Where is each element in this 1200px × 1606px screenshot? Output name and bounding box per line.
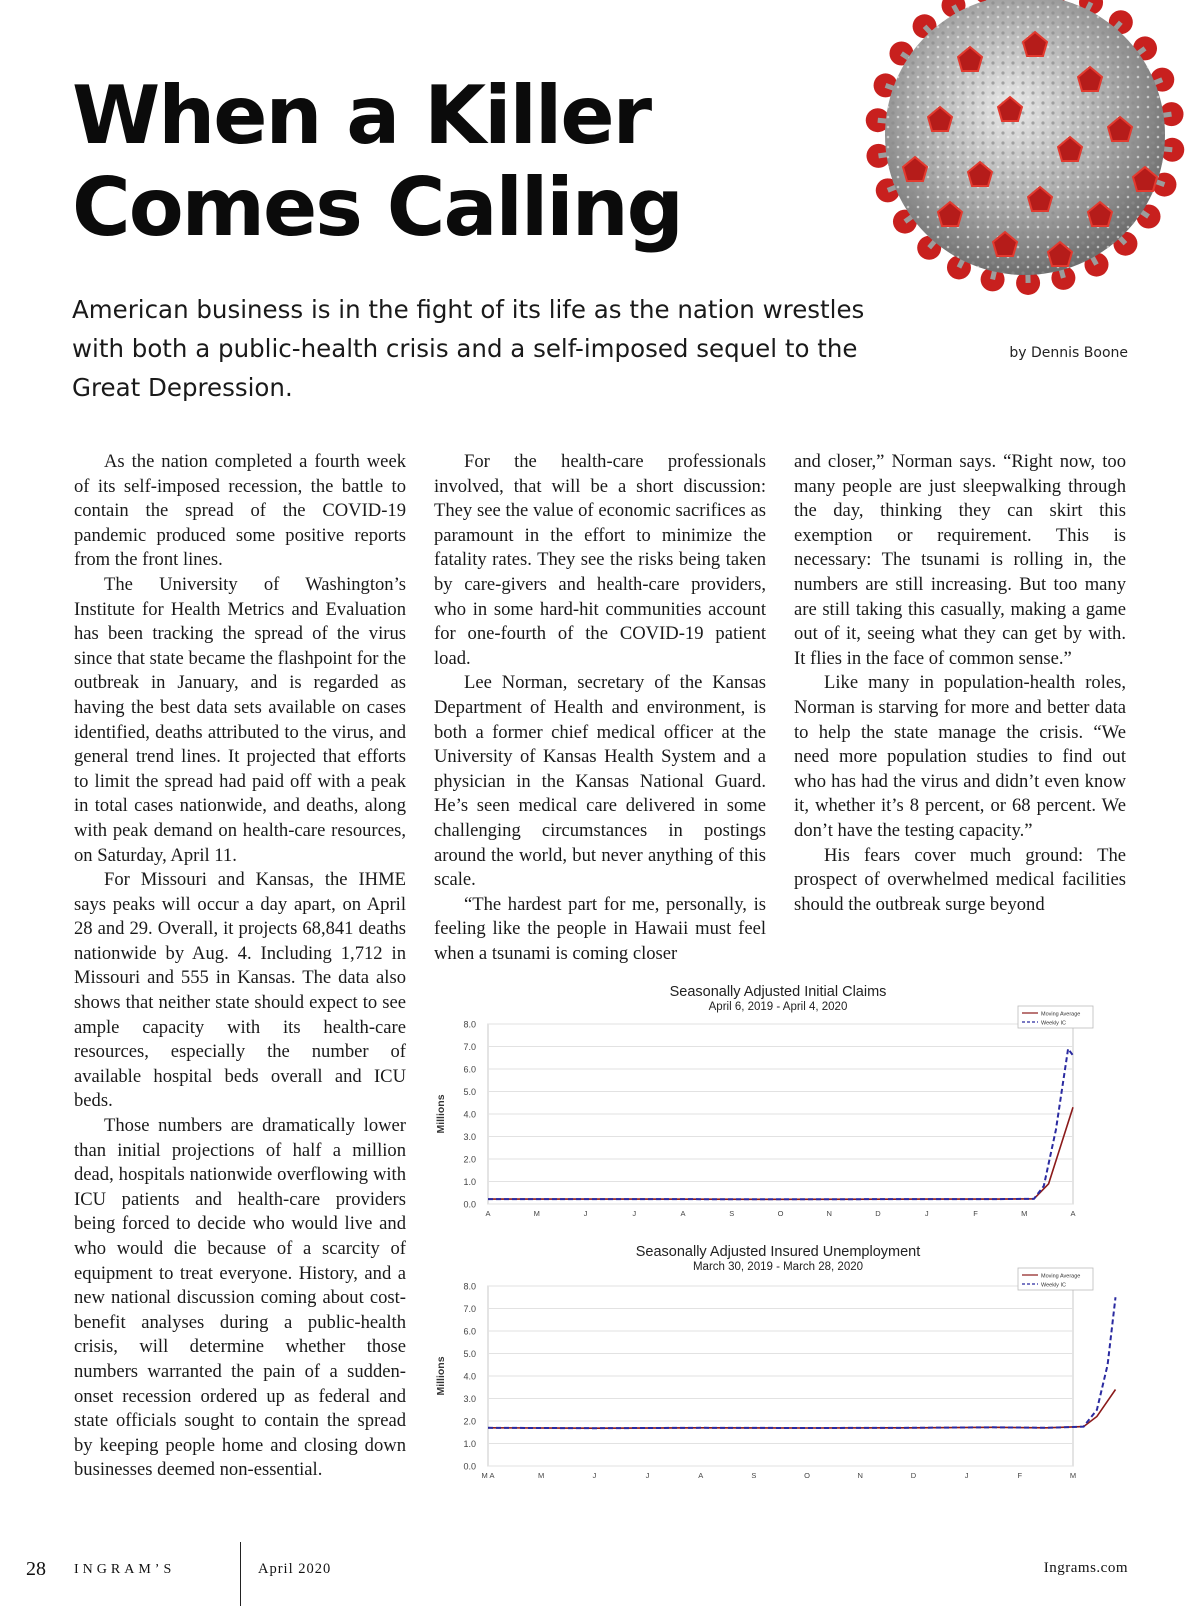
x-tick-label: D bbox=[910, 1471, 917, 1480]
paragraph: For the health-care professionals involved, that will be a short discussion: They see the value of economic sacrifices as paramount in the effort to minimize the fatality rates. They see the risks being taken by care-givers and health-care providers, who in some hard-hit communities account for one-fourth of the COVID-19 patient load. bbox=[434, 451, 766, 669]
x-tick-label: J bbox=[632, 1209, 637, 1218]
article-column-3 bbox=[794, 450, 1126, 917]
series-line-moving-average bbox=[488, 1107, 1073, 1199]
x-tick-label: A bbox=[680, 1209, 686, 1218]
x-tick-label: N bbox=[857, 1471, 863, 1480]
paragraph: Lee Norman, secretary of the Kansas Department of Health and environment, is both a former chief medical officer at the University of Kansas Health System and a physician in the Kansas National Guard. He’s seen medical care delivered in some challenging circumstances in postings around the world, but never anything of this scale. bbox=[434, 672, 766, 891]
x-tick-label: A bbox=[698, 1471, 704, 1480]
y-axis-label: Millions bbox=[435, 1356, 447, 1396]
paragraph: and closer,” Norman says. “Right now, too many people are just sleepwalking through the day, thinking they can skirt this exemption or requirement. This is necessary: The tsunami is rolling in, the numbers are still increasing. But too many are still taking this casually, making a game out of it, seeing what they can get by with. It flies in the face of common sense.” bbox=[794, 451, 1126, 669]
y-tick-label: 7.0 bbox=[463, 1304, 476, 1314]
y-tick-label: 8.0 bbox=[463, 1281, 476, 1292]
paragraph: “The hardest part for me, personally, is feeling like the people in Hawaii must feel when a tsunami is coming closer bbox=[434, 893, 766, 964]
y-tick-label: 4.0 bbox=[463, 1109, 476, 1120]
x-tick-label: M bbox=[533, 1209, 540, 1218]
x-tick-label: J bbox=[924, 1209, 929, 1218]
x-tick-label: J bbox=[645, 1471, 650, 1480]
x-tick-label: M A bbox=[481, 1471, 495, 1480]
x-tick-label: F bbox=[1017, 1471, 1023, 1480]
y-tick-label: 1.0 bbox=[463, 1439, 476, 1449]
y-tick-label: 8.0 bbox=[463, 1019, 476, 1030]
headline-line-1: When a Killer bbox=[72, 69, 651, 162]
insured-unemployment-chart bbox=[435, 1244, 1098, 1512]
headline-line-2: Comes Calling bbox=[72, 161, 682, 254]
footer-divider bbox=[240, 1542, 241, 1606]
page-footer bbox=[0, 1548, 1200, 1606]
issue-date: April 2020 bbox=[258, 1561, 332, 1577]
y-tick-label: 4.0 bbox=[463, 1371, 476, 1382]
x-tick-label: M bbox=[1069, 1471, 1077, 1480]
series-line-weekly-ic bbox=[488, 1297, 1116, 1428]
website: Ingrams.com bbox=[1043, 1560, 1128, 1576]
y-tick-label: 6.0 bbox=[463, 1326, 476, 1337]
paragraph: As the nation completed a fourth week of its self-imposed recession, the battle to contain the spread of the COVID-19 pandemic produced some positive reports from the front lines. bbox=[74, 451, 406, 571]
y-tick-label: 2.0 bbox=[463, 1154, 476, 1165]
paragraph: Like many in population-health roles, Norman is starving for more and better data to help the state manage the crisis. “We need more population studies to find out who has had the virus and didn’t even know it, whether it’s 8 percent, or 68 percent. We don’t have the testing capacity.” bbox=[794, 672, 1126, 841]
magazine-name: INGRAM’S bbox=[74, 1562, 176, 1577]
y-tick-label: 1.0 bbox=[463, 1177, 476, 1187]
chart-subtitle: March 30, 2019 - March 28, 2020 bbox=[692, 1261, 864, 1273]
x-tick-label: M bbox=[1021, 1209, 1028, 1218]
article-column-2 bbox=[434, 450, 766, 966]
x-tick-label: M bbox=[538, 1471, 545, 1480]
paragraph: The University of Washington’s Institute for Health Metrics and Evaluation has been tracking the spread of the virus since that state became the flashpoint for the outbreak in January, and is regarded as having the best data sets available on cases identified, deaths attributed to the virus, and general trend lines. It projected that efforts to limit the spread had paid off with a peak in total cases nationwide, and deaths, along with peak demand on health-care resources, on Saturday, April 11. bbox=[74, 573, 406, 866]
coronavirus-illustration bbox=[820, 0, 1200, 330]
initial-claims-chart bbox=[435, 984, 1098, 1250]
series-line-moving-average bbox=[488, 1390, 1116, 1429]
x-tick-label: S bbox=[729, 1209, 735, 1218]
legend-entry: Moving Average bbox=[1041, 1273, 1081, 1280]
headline bbox=[72, 70, 682, 254]
chart-title: Seasonally Adjusted Initial Claims bbox=[669, 984, 887, 1000]
legend-entry: Weekly IC bbox=[1041, 1020, 1066, 1027]
x-tick-label: N bbox=[826, 1209, 832, 1218]
chart-subtitle: April 6, 2019 - April 4, 2020 bbox=[708, 1001, 848, 1013]
y-axis-label: Millions bbox=[435, 1094, 447, 1134]
x-tick-label: O bbox=[804, 1471, 811, 1480]
paragraph: For Missouri and Kansas, the IHME says peaks will occur a day apart, on April 28 and 29. Overall, it projects 68,841 deaths nationwide by Aug. 4. Including 1,712 in Missouri and 555 in Kansas. The data also shows that neither state should expect to see ample capacity with its health-care resources, especially the number of available hospital beds overall and ICU beds. bbox=[74, 869, 406, 1112]
y-tick-label: 0.0 bbox=[463, 1199, 476, 1210]
page-number: 28 bbox=[26, 1558, 46, 1580]
x-tick-label: J bbox=[964, 1471, 969, 1480]
y-tick-label: 0.0 bbox=[463, 1461, 476, 1472]
y-tick-label: 5.0 bbox=[463, 1087, 476, 1097]
y-tick-label: 3.0 bbox=[463, 1394, 476, 1404]
x-tick-label: D bbox=[875, 1209, 881, 1218]
x-tick-label: F bbox=[973, 1209, 978, 1218]
x-tick-label: S bbox=[751, 1471, 757, 1480]
x-tick-label: J bbox=[583, 1209, 588, 1218]
paragraph: Those numbers are dramatically lower than initial projections of half a million dead, hospitals nationwide overflowing with ICU patients and health-care providers being forced to decide who would live and who would die because of a scarcity of equipment to treat everyone. History, and a new national discussion coming about cost-benefit analyses during a public-health crisis, will determine whether those numbers warranted the pain of a sudden-onset recession ordered up as federal and state officials sought to contain the spread by keeping people home and closing down businesses deemed non-essential. bbox=[74, 1115, 406, 1481]
y-tick-label: 2.0 bbox=[463, 1416, 476, 1427]
legend-entry: Moving Average bbox=[1041, 1011, 1081, 1018]
y-tick-label: 3.0 bbox=[463, 1132, 476, 1142]
x-tick-label: A bbox=[1070, 1209, 1076, 1218]
deck-subheading: American business is in the fight of its life as the nation wrestles with both a public-health crisis and a self-imposed sequel to the Great Depression. bbox=[72, 295, 865, 402]
chart-title: Seasonally Adjusted Insured Unemployment bbox=[635, 1244, 921, 1260]
article-column-1 bbox=[74, 450, 406, 1483]
series-line-weekly-ic bbox=[488, 1049, 1073, 1200]
x-tick-label: O bbox=[777, 1209, 784, 1218]
y-tick-label: 6.0 bbox=[463, 1064, 476, 1075]
x-tick-label: J bbox=[592, 1471, 597, 1480]
y-tick-label: 5.0 bbox=[463, 1349, 476, 1359]
y-tick-label: 7.0 bbox=[463, 1042, 476, 1052]
paragraph: His fears cover much ground: The prospect of overwhelmed medical facilities should the outbreak surge beyond bbox=[794, 844, 1126, 915]
byline: by Dennis Boone bbox=[1009, 345, 1128, 361]
x-tick-label: A bbox=[485, 1209, 491, 1218]
legend-entry: Weekly IC bbox=[1041, 1282, 1066, 1289]
